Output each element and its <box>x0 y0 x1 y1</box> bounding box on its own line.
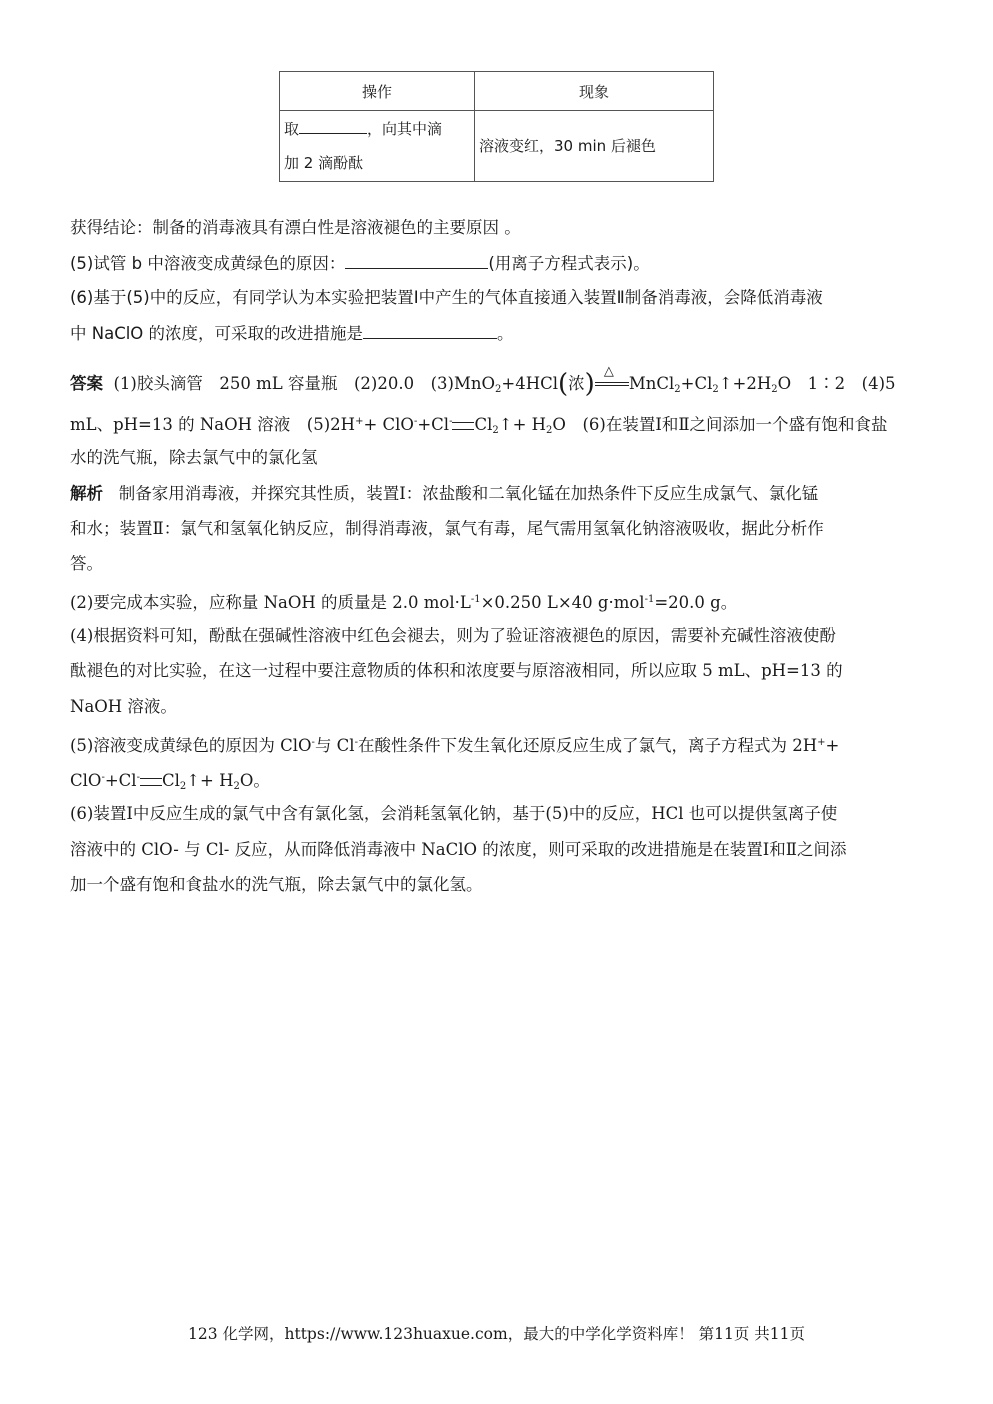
analysis-part-4-line-1: (4)根据资料可知，酚酞在强碱性溶液中红色会褪去，则为了验证溶液褪色的原因，需要补充碱性溶液使酚 <box>70 626 836 645</box>
conclusion-line: 获得结论：制备的消毒液具有漂白性是溶液褪色的主要原因 。 <box>70 218 521 237</box>
answer-line-2: mL、pH=13 的 NaOH 溶液 (5)2H++ ClO-+Cl- $Cl_2↑+ H_2O$ (6)在装置Ⅰ和Ⅱ之间添加一个盛有饱和食盐 <box>70 415 888 436</box>
table-row <box>280 111 714 182</box>
heat-triangle-icon: △ <box>603 363 614 379</box>
analysis-part-2: (2)要完成本实验，应称量 NaOH 的质量是 2.0 $mol\cdot L^{-1}\times 0.250$ L×40 g·mol$^{-1}$=20.0 g。 <box>70 593 738 612</box>
analysis-part-5-line-1: (5)溶液变成黄绿色的原因为 ClO-与 Cl-在酸性条件下发生氧化还原反应生成了氯气，离子方程式为 2H++ <box>70 736 840 755</box>
experiment-table <box>279 71 714 182</box>
analysis-line-1: 解析 制备家用消毒液，并探究其性质，装置Ⅰ：浓盐酸和二氧化锰在加热条件下反应生成氯气、氯化锰 <box>70 484 819 503</box>
analysis-part-6-line-3: 加一个盛有饱和食盐水的洗气瓶，除去氯气中的氯化氢。 <box>70 875 483 894</box>
answer-line-1: 答案 (1)胶头滴管 250 mL 容量瓶 (2)20.0 (3)MnO$_2$+4HCl(浓) △ $MnCl_2+Cl_2↑+2H_2O$ 1∶2 (4)5 <box>70 363 896 399</box>
equals-sign <box>140 778 162 786</box>
answer-label: 答案 <box>70 374 103 393</box>
analysis-part-6-line-2: 溶液中的 ClO- 与 Cl- 反应，从而降低消毒液中 NaClO 的浓度，则可采取的改进措施是在装置Ⅰ和Ⅱ之间添 <box>70 840 847 859</box>
operation-text: 加 2 滴酚酞 <box>284 154 364 172</box>
analysis-line-2: 和水；装置Ⅱ：氯气和氢氧化钠反应，制得消毒液，氯气有毒，尾气需用氢氧化钠溶液吸收，据此分析作 <box>70 519 824 538</box>
answer-line-3: 水的洗气瓶，除去氯气中的氯化氢 <box>70 448 318 467</box>
operation-cell <box>280 111 475 182</box>
equals-sign <box>452 422 474 430</box>
phenomenon-cell: 溶液变红，30 min 后褪色 <box>475 111 714 182</box>
question-6-line-1: (6)基于(5)中的反应，有同学认为本实验把装置Ⅰ中产生的气体直接通入装置Ⅱ制备消毒液，会降低消毒液 <box>70 288 823 307</box>
question-5: (5)试管 b 中溶液变成黄绿色的原因： (用离子方程式表示)。 <box>70 254 650 273</box>
table-header-operation: 操作 <box>280 72 475 111</box>
table-header-phenomenon: 现象 <box>475 72 714 111</box>
question-6-line-2: 中 NaClO 的浓度，可采取的改进措施是 。 <box>70 324 514 343</box>
analysis-part-4-line-3: NaOH 溶液。 <box>70 697 177 716</box>
analysis-part-5-line-2: ClO-+Cl- $Cl_2↑+ H_2O$。 <box>70 771 270 792</box>
analysis-part-6-line-1: (6)装置Ⅰ中反应生成的氯气中含有氯化氢，会消耗氢氧化钠，基于(5)中的反应，HCl 也可以提供氢离子使 <box>70 804 838 823</box>
operation-text: ，向其中滴 <box>367 120 443 138</box>
answer-blank <box>363 324 497 339</box>
heat-arrow <box>595 363 629 390</box>
answer-blank <box>299 119 367 134</box>
analysis-part-4-line-2: 酞褪色的对比实验，在这一过程中要注意物质的体积和浓度要与原溶液相同，所以应取 5 mL、pH=13 的 <box>70 661 843 680</box>
analysis-label: 解析 <box>70 484 103 503</box>
analysis-line-3: 答。 <box>70 554 103 573</box>
page-footer: 123 化学网，https://www.123huaxue.com，最大的中学化学资料库！ 第11页 共11页 <box>187 1325 805 1343</box>
operation-text: 取 <box>284 120 300 138</box>
answer-blank <box>345 254 488 269</box>
